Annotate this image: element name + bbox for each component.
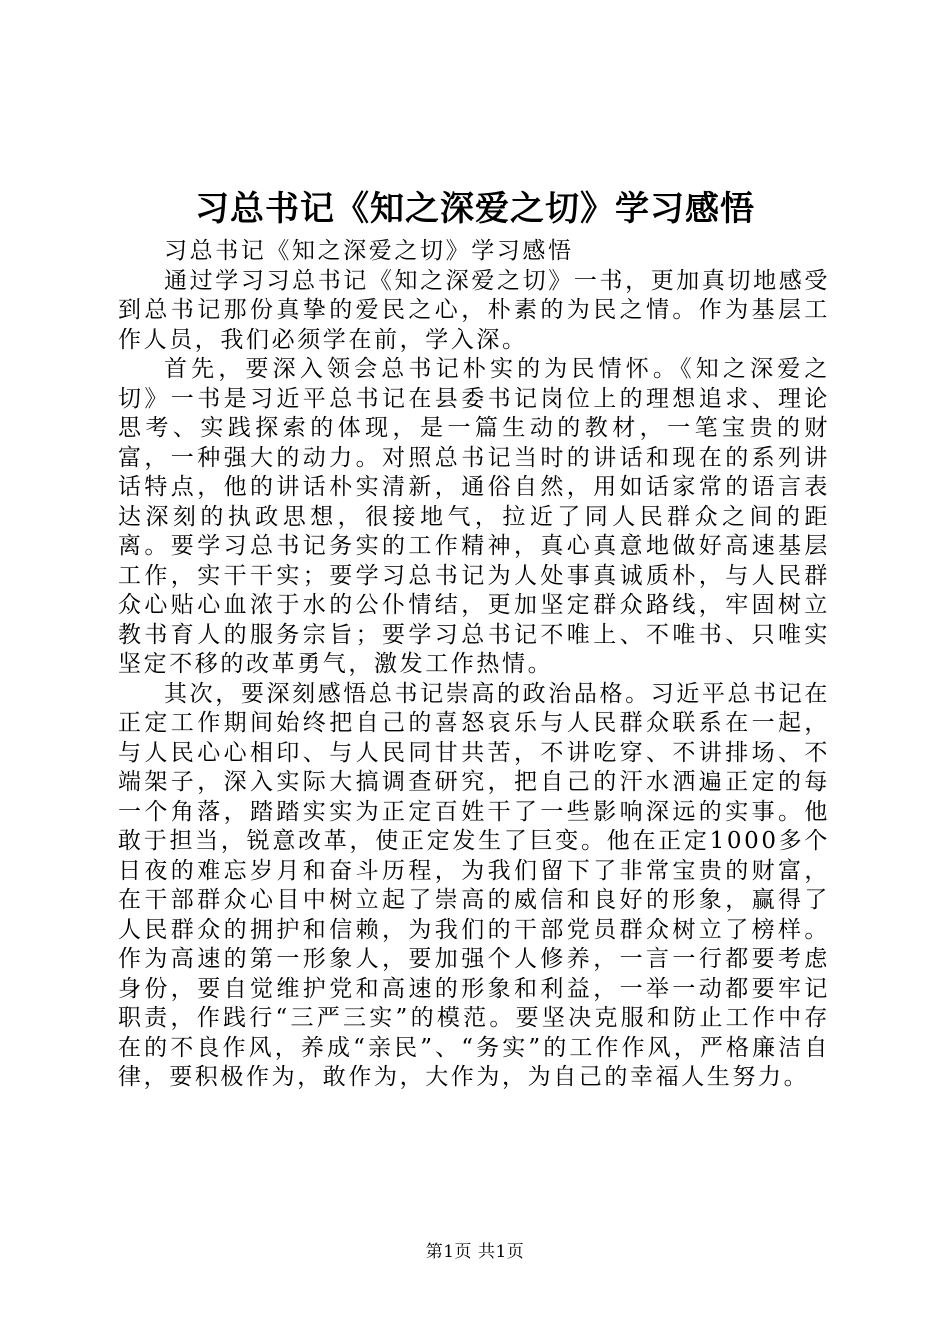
- body-paragraph-intro: 通过学习习总书记《知之深爱之切》一书，更加真切地感受到总书记那份真挚的爱民之心，朴素的为民之情。作为基层工作人员，我们必须学在前，学入深。: [118, 267, 830, 353]
- body-paragraph-second: 其次，要深刻感悟总书记崇高的政治品格。习近平总书记在正定工作期间始终把自己的喜怒哀乐与人民群众联系在一起，与人民心心相印、与人民同甘共苦，不讲吃穿、不讲排场、不端架子，深入实际大搞调查研究，把自己的汗水洒遍正定的每一个角落，踏踏实实为正定百姓干了一些影响深远的实事。他敢于担当，锐意改革，使正定发生了巨变。他在正定1000多个日夜的难忘岁月和奋斗历程，为我们留下了非常宝贵的财富，在干部群众心目中树立起了崇高的威信和良好的形象，赢得了人民群众的拥护和信赖，为我们的干部党员群众树立了榜样。作为高速的第一形象人，要加强个人修养，一言一行都要考虑身份，要自觉维护党和高速的形象和利益，一举一动都要牢记职责，作践行“三严三实”的模范。要坚决克服和防止工作中存在的不良作风，养成“亲民”、“务实”的工作作风，严格廉洁自律，要积极作为，敢作为，大作为，为自己的幸福人生努力。: [118, 680, 830, 1090]
- body-paragraph-subtitle: 习总书记《知之深爱之切》学习感悟: [164, 238, 574, 264]
- page-footer: 第1页 共1页: [425, 1242, 525, 1262]
- document-body: [118, 237, 830, 1093]
- document-title: 习总书记《知之深爱之切》学习感悟: [195, 189, 755, 229]
- body-paragraph-first: 首先，要深入领会总书记朴实的为民情怀。《知之深爱之切》一书是习近平总书记在县委书记岗位上的理想追求、理论思考、实践探索的体现，是一篇生动的教材，一笔宝贵的财富，一种强大的动力。对照总书记当时的讲话和现在的系列讲话特点，他的讲话朴实清新，通俗自然，用如话家常的语言表达深刻的执政思想，很接地气，拉近了同人民群众之间的距离。要学习总书记务实的工作精神，真心真意地做好高速基层工作，实干干实；要学习总书记为人处事真诚质朴，与人民群众心贴心血浓于水的公仆情结，更加坚定群众路线，牢固树立教书育人的服务宗旨；要学习总书记不唯上、不唯书、只唯实坚定不移的改革勇气，激发工作热情。: [118, 356, 830, 677]
